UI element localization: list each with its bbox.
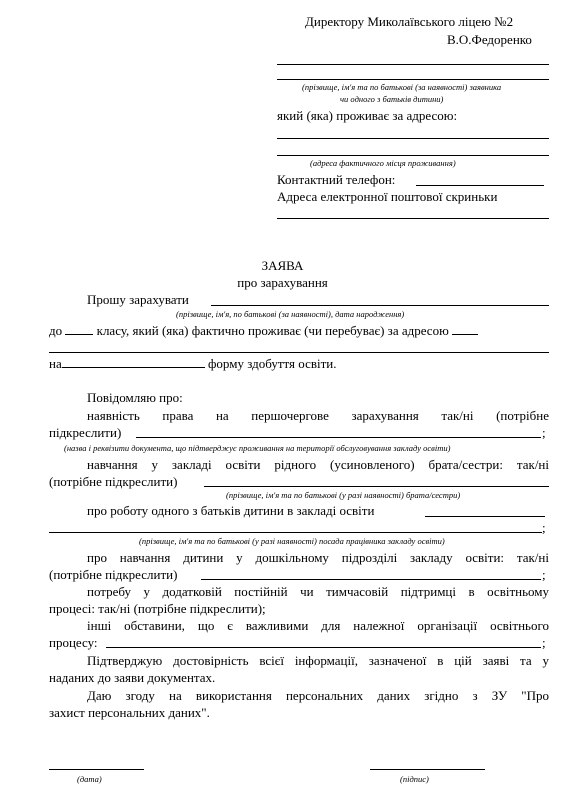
priority-document-line[interactable] [136,437,541,438]
preschool-line[interactable] [201,579,541,580]
document-title: ЗАЯВА [261,258,304,273]
enroll-label: Прошу зарахувати [87,292,189,307]
hint-sibling: (прізвище, ім'я та по батькові (у разі наявності) брата/сестри) [226,490,461,500]
hint-applicant-2: чи одного з батьків дитини) [340,94,444,104]
confirm-line-1: Підтверджую достовірність всієї інформації, зазначеної в цій заяві та у [87,653,549,668]
to-label: до [49,323,63,338]
consent-line-1: Даю згоду на використання персональних даних згідно з ЗУ "Про [87,688,549,703]
class-text: класу, який (яка) фактично проживає (чи перебуває) за адресою [96,323,449,338]
hint-applicant-1: (прізвище, ім'я та по батькові (за наявності) заявника [302,82,502,92]
residence-field-start[interactable] [452,323,478,335]
priority-semicolon: ; [542,425,546,440]
sibling-name-line[interactable] [204,486,549,487]
email-line[interactable] [277,218,549,219]
education-form-field[interactable] [62,356,205,368]
addressee-line-1: Директору Миколаївського ліцею №2 [305,14,514,29]
consent-line-2: захист персональних даних". [49,705,210,720]
other-line[interactable] [106,647,541,648]
hint-parent: (прізвище, ім'я та по батькові (у разі наявності) посада працівника закладу освіти) [139,536,445,546]
other-line-1: інші обставини, що є важливими для належної організації освітнього [87,618,549,633]
priority-line-2: підкреслити) [49,425,122,440]
signature-hint: (підпис) [400,774,429,784]
hint-document: (назва і реквізити документа, що підтверджує проживання на території обслуговування закладу освіти) [64,443,451,453]
addressee-line-2: В.О.Федоренко [447,32,532,47]
phone-label: Контактний телефон: [277,172,396,187]
residence-line[interactable] [49,352,549,353]
sibling-line-1: навчання у закладі освіти рідного (усиновленого) брата/сестри: так/ні [87,457,549,472]
form-row [49,356,336,371]
child-name-line[interactable] [211,305,549,306]
parent-work-line-2[interactable] [49,532,542,533]
class-number-field[interactable] [65,323,93,335]
notify-label: Повідомляю про: [87,390,183,405]
parent-work-label: про роботу одного з батьків дитини в закладі освіти [87,503,375,518]
signature-line[interactable] [370,769,485,770]
applicant-line-2[interactable] [277,79,549,80]
priority-line-1: наявність права на першочергове зарахування так/ні (потрібне [87,408,549,423]
form-text: форму здобуття освіти. [207,356,337,371]
parent-work-line-1[interactable] [425,516,545,517]
class-row [49,323,478,338]
preschool-line-1: про навчання дитини у дошкільному підрозділі закладу освіти: так/ні [87,550,549,565]
support-line-2: процесі: так/ні (потрібне підкреслити); [49,601,266,616]
document-subtitle: про зарахування [237,275,328,290]
applicant-line-1[interactable] [277,64,549,65]
hint-address: (адреса фактичного місця проживання) [310,158,456,168]
other-semicolon: ; [542,635,546,650]
parent-semicolon: ; [542,520,546,535]
confirm-line-2: наданих до заяви документах. [49,670,216,685]
on-label: на [49,356,62,371]
support-line-1: потребу у додатковій постійній чи тимчасовій підтримці в освітньому [87,584,549,599]
address-line-2[interactable] [277,155,549,156]
preschool-semicolon: ; [542,567,546,582]
hint-child: (прізвище, ім'я, по батькові (за наявності), дата народження) [176,309,405,319]
preschool-line-2: (потрібне підкреслити) [49,567,178,582]
sibling-line-2: (потрібне підкреслити) [49,474,178,489]
phone-line[interactable] [416,185,544,186]
address-line-1[interactable] [277,138,549,139]
date-hint: (дата) [77,774,102,784]
email-label: Адреса електронної поштової скриньки [277,189,498,204]
resides-label: який (яка) проживає за адресою: [277,108,458,123]
other-line-2: процесу: [49,635,98,650]
date-line[interactable] [49,769,144,770]
